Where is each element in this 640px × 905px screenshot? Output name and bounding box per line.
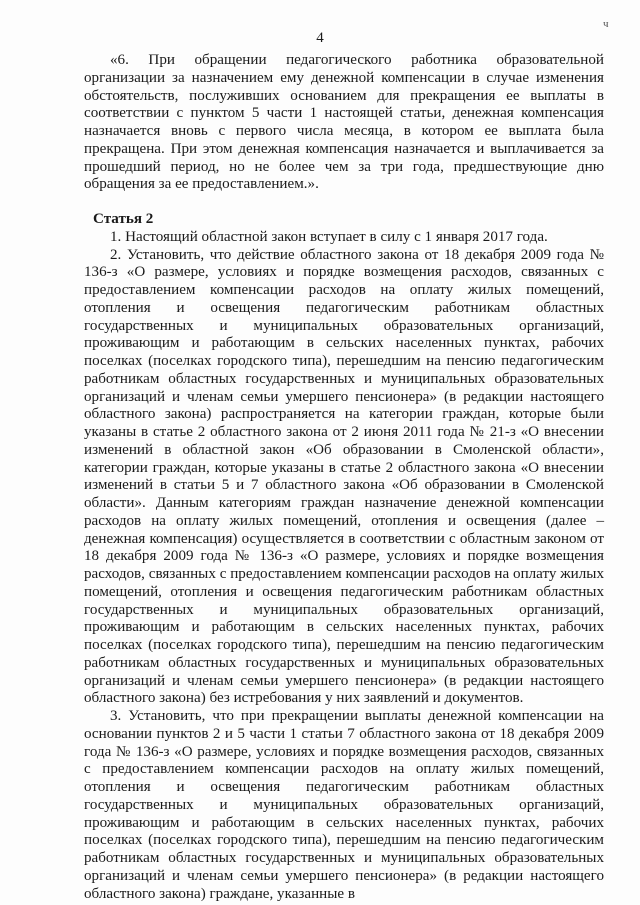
quoted-amendment-paragraph: «6. При обращении педагогического работника образовательной организации за назначением ему денежной компенсации в случае изменения обстоятельств, послуживших основанием для прекращения ее выплаты в соответствии с пунктом 5 части 1 настоящей статьи, денежная компенсация назначается вновь с первого числа месяца, в котором ее выплата была прекращена. При этом денежная компенсация назначается и выплачивается за прошедший период, но не более чем за три года, предшествующие дню обращения за ее предоставлением.». — [84, 52, 604, 193]
article-heading: Статья 2 — [93, 211, 154, 227]
article-item-3: 3. Установить, что при прекращении выплаты денежной компенсации на основании пунктов 2 и 5 части 1 статьи 7 областного закона от 18 декабря 2009 года № 136-з «О размере, условиях и порядке возмещения расходов, связанных с предоставлением компенсации расходов на оплату жилых помещений, отопления и освещения педагогическим работникам областных государственных и муниципальных образовательных организаций, проживающим и работающим в сельских населенных пунктах, рабочих поселках (поселках городского типа), перешедшим на пенсию педагогическим работникам областных государственных и муниципальных образовательных организаций и членам семьи умершего пенсионера» (в редакции настоящего областного закона) граждане, указанные в — [84, 708, 604, 902]
document-body — [84, 52, 604, 903]
article-item-1: 1. Настоящий областной закон вступает в силу с 1 января 2017 года. — [110, 228, 548, 245]
article-item-2: 2. Установить, что действие областного закона от 18 декабря 2009 года № 136-з «О размере, условиях и порядке возмещения расходов, связанных с предоставлением компенсации расходов на оплату жилых помещений, отопления и освещения педагогическим работникам областных государственных и муниципальных образовательных организаций, проживающим и работающим в сельских населенных пунктах, рабочих поселках (поселках городского типа), перешедшим на пенсию педагогическим работникам областных государственных и муниципальных образовательных организаций и членам семьи умершего пенсионера» (в редакции настоящего областного закона) распространяется на категории граждан, которые были указаны в статье 2 областного закона от 2 июня 2011 года № 21-з «О внесении изменений в областной закон «Об образовании в Смоленской области», категории граждан, которые указаны в статье 2 областного закона «О внесении изменений в статьи 5 и 7 областного закона «Об образовании в Смоленской области». Данным категориям граждан назначение денежной компенсации расходов на оплату жилых помещений, отопления и освещения (далее – денежная компенсация) осуществляется в соответствии с областным законом от 18 декабря 2009 года № 136-з «О размере, условиях и порядке возмещения расходов, связанных с предоставлением компенсации расходов на оплату жилых помещений, отопления и освещения педагогическим работникам областных государственных и муниципальных образовательных организаций, проживающим и работающим в сельских населенных пунктах, рабочих поселках (поселках городского типа), перешедшим на пенсию педагогическим работникам областных государственных и муниципальных образовательных организаций и членам семьи умершего пенсионера» (в редакции настоящего областного закона) без истребования у них заявлений и документов. — [84, 246, 604, 707]
page-number: 4 — [316, 30, 324, 46]
corner-handwritten-mark: ч — [603, 18, 609, 30]
section-spacer — [84, 194, 604, 211]
